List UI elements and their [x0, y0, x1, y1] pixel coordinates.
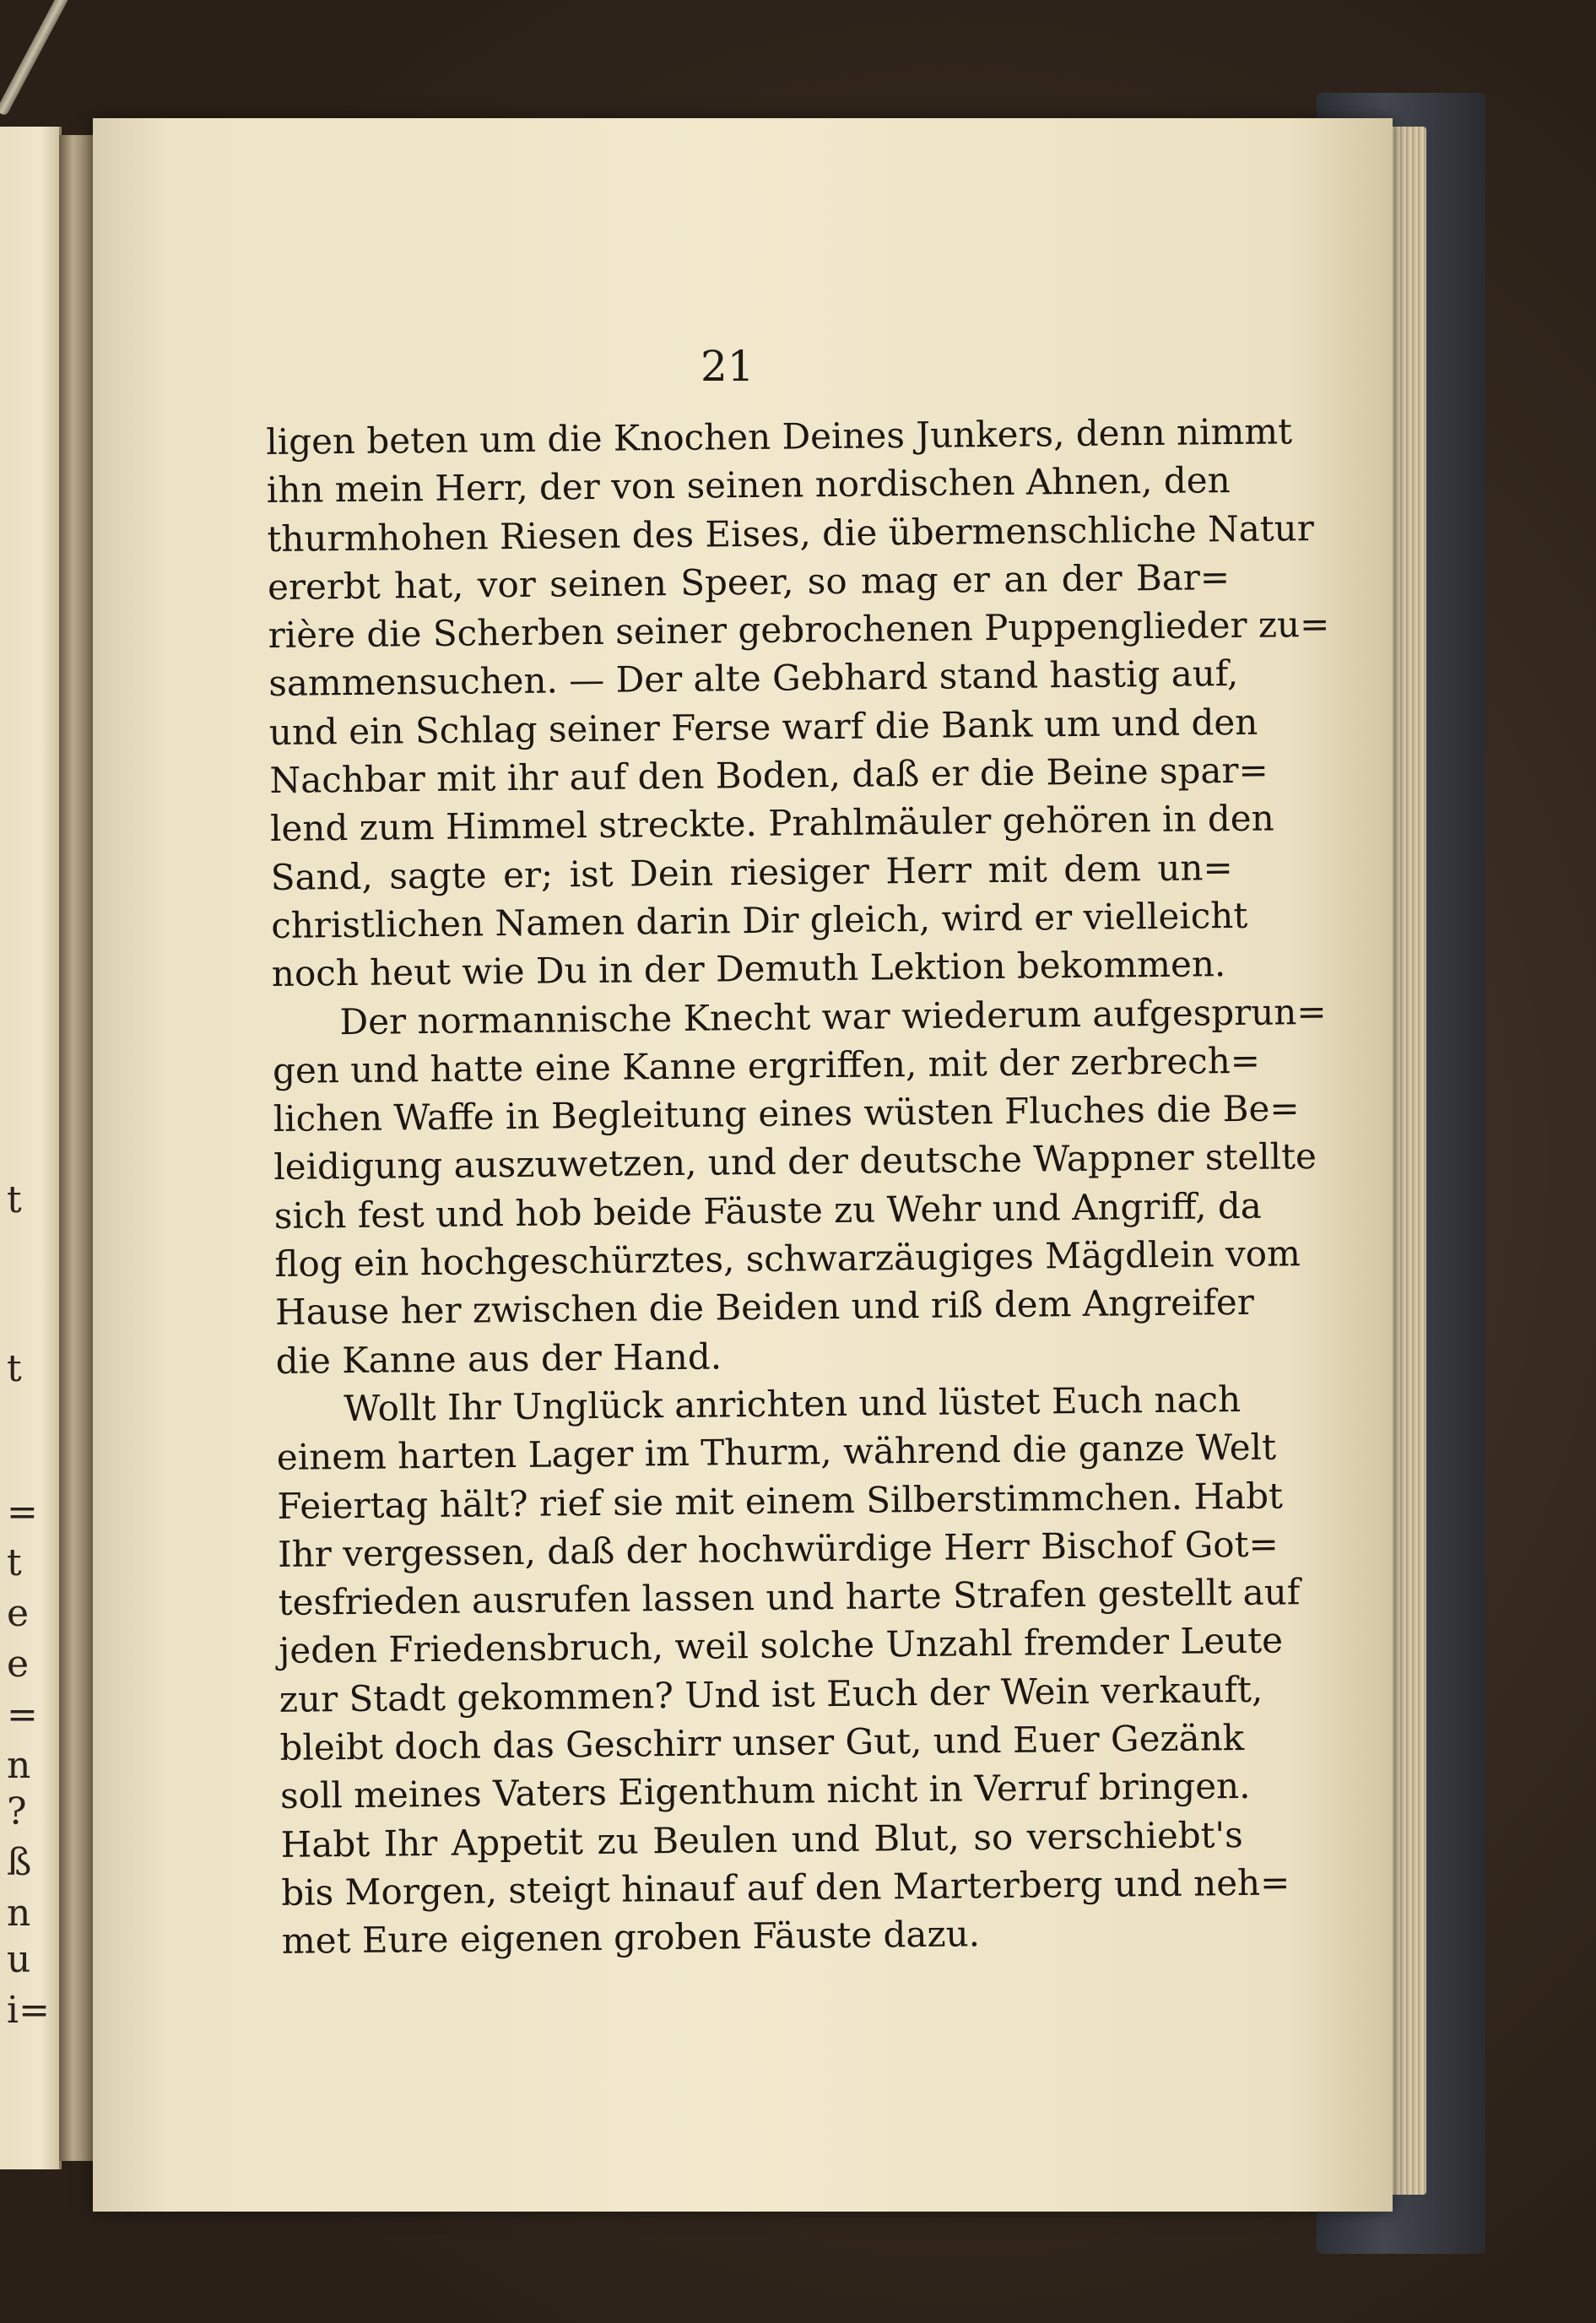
text-line: soll meines Vaters Eigenthum nicht in Verruf bringen.	[279, 1765, 1251, 1817]
text-line: Ihr vergessen, daß der hochwürdige Herr Bischof Got=	[277, 1523, 1279, 1575]
text-line: rière die Scherben seiner gebrochenen Puppenglieder zu=	[268, 604, 1330, 657]
text-line: lichen Waffe in Begleitung eines wüsten Fluches die Be=	[273, 1087, 1300, 1140]
text-line: lend zum Himmel streckte. Prahlmäuler gehören in den	[269, 797, 1274, 850]
text-line: ligen beten um die Knochen Deines Junkers, denn nimmt	[266, 410, 1293, 463]
bookmark-ribbon	[0, 0, 69, 116]
text-line: und ein Schlag seiner Ferse warf die Bank um und den	[268, 701, 1258, 753]
text-line: Sand, sagte er; ist Dein riesiger Herr mit dem un=	[270, 846, 1233, 898]
text-line: Hause her zwischen die Beiden und riß dem Angreifer	[274, 1281, 1255, 1334]
left-fragment: ?	[7, 1790, 27, 1833]
left-fragment: t	[7, 1347, 22, 1390]
text-line: bis Morgen, steigt hinauf auf den Marterberg und neh=	[281, 1861, 1290, 1914]
left-fragment: t	[7, 1178, 22, 1221]
text-line: flog ein hochgeschürztes, schwarzäugiges Mägdlein vom	[274, 1232, 1301, 1285]
text-line: christlichen Namen darin Dir gleich, wird er vielleicht	[271, 894, 1248, 946]
previous-page-edge	[0, 127, 62, 2169]
left-fragment: u	[7, 1938, 31, 1981]
left-fragment: e	[7, 1643, 30, 1686]
left-fragment: e	[7, 1592, 30, 1635]
text-line: Feiertag hält? rief sie mit einem Silberstimmchen. Habt	[277, 1474, 1284, 1527]
text-line: Der normannische Knecht war wiederum aufgesprun=	[339, 990, 1327, 1042]
left-fragment: =	[7, 1693, 38, 1736]
text-line: die Kanne aus der Hand.	[275, 1335, 722, 1382]
left-fragment: =	[7, 1491, 38, 1534]
book-page	[93, 118, 1393, 2212]
text-line: Habt Ihr Appetit zu Beulen und Blut, so verschiebt's	[280, 1813, 1243, 1865]
text-line: einem harten Lager im Thurm, während die ganze Welt	[276, 1426, 1277, 1479]
text-line: jeden Friedensbruch, weil solche Unzahl fremder Leute	[279, 1619, 1284, 1672]
left-fragment: n	[7, 1744, 31, 1787]
text-line: sammensuchen. — Der alte Gebhard stand hastig auf,	[268, 652, 1239, 705]
book-gutter	[59, 135, 93, 2161]
page-text	[266, 408, 1330, 1965]
left-fragment: i=	[7, 1989, 50, 2032]
text-line: leidigung auszuwetzen, und der deutsche Wappner stellte	[273, 1135, 1317, 1189]
text-line: thurmhohen Riesen des Eises, die übermenschliche Natur	[267, 506, 1315, 560]
page-number: 21	[701, 342, 755, 391]
text-line: ihn mein Herr, der von seinen nordischen Ahnen, den	[266, 459, 1231, 512]
left-fragment: t	[7, 1541, 22, 1584]
text-line: zur Stadt gekommen? Und ist Euch der Wein verkauft,	[279, 1668, 1263, 1720]
text-line: sich fest und hob beide Fäuste zu Wehr und Angriff, da	[273, 1184, 1263, 1237]
text-line: met Eure eigenen groben Fäuste dazu.	[281, 1913, 981, 1963]
text-line: Nachbar mit ihr auf den Boden, daß er die Beine spar=	[269, 749, 1269, 802]
left-fragment: n	[7, 1892, 31, 1935]
text-line: Wollt Ihr Unglück anrichten und lüstet Euch nach	[344, 1378, 1242, 1430]
left-fragment: ß	[7, 1841, 32, 1884]
text-line: bleibt doch das Geschirr unser Gut, und Euer Gezänk	[279, 1716, 1245, 1768]
text-line: tesfrieden ausrufen lassen und harte Strafen gestellt auf	[278, 1571, 1301, 1624]
text-line: ererbt hat, vor seinen Speer, so mag er an der Bar=	[267, 555, 1231, 608]
text-line: noch heut wie Du in der Demuth Lektion bekommen.	[271, 943, 1226, 995]
text-line: gen und hatte eine Kanne ergriffen, mit der zerbrech=	[272, 1039, 1261, 1091]
